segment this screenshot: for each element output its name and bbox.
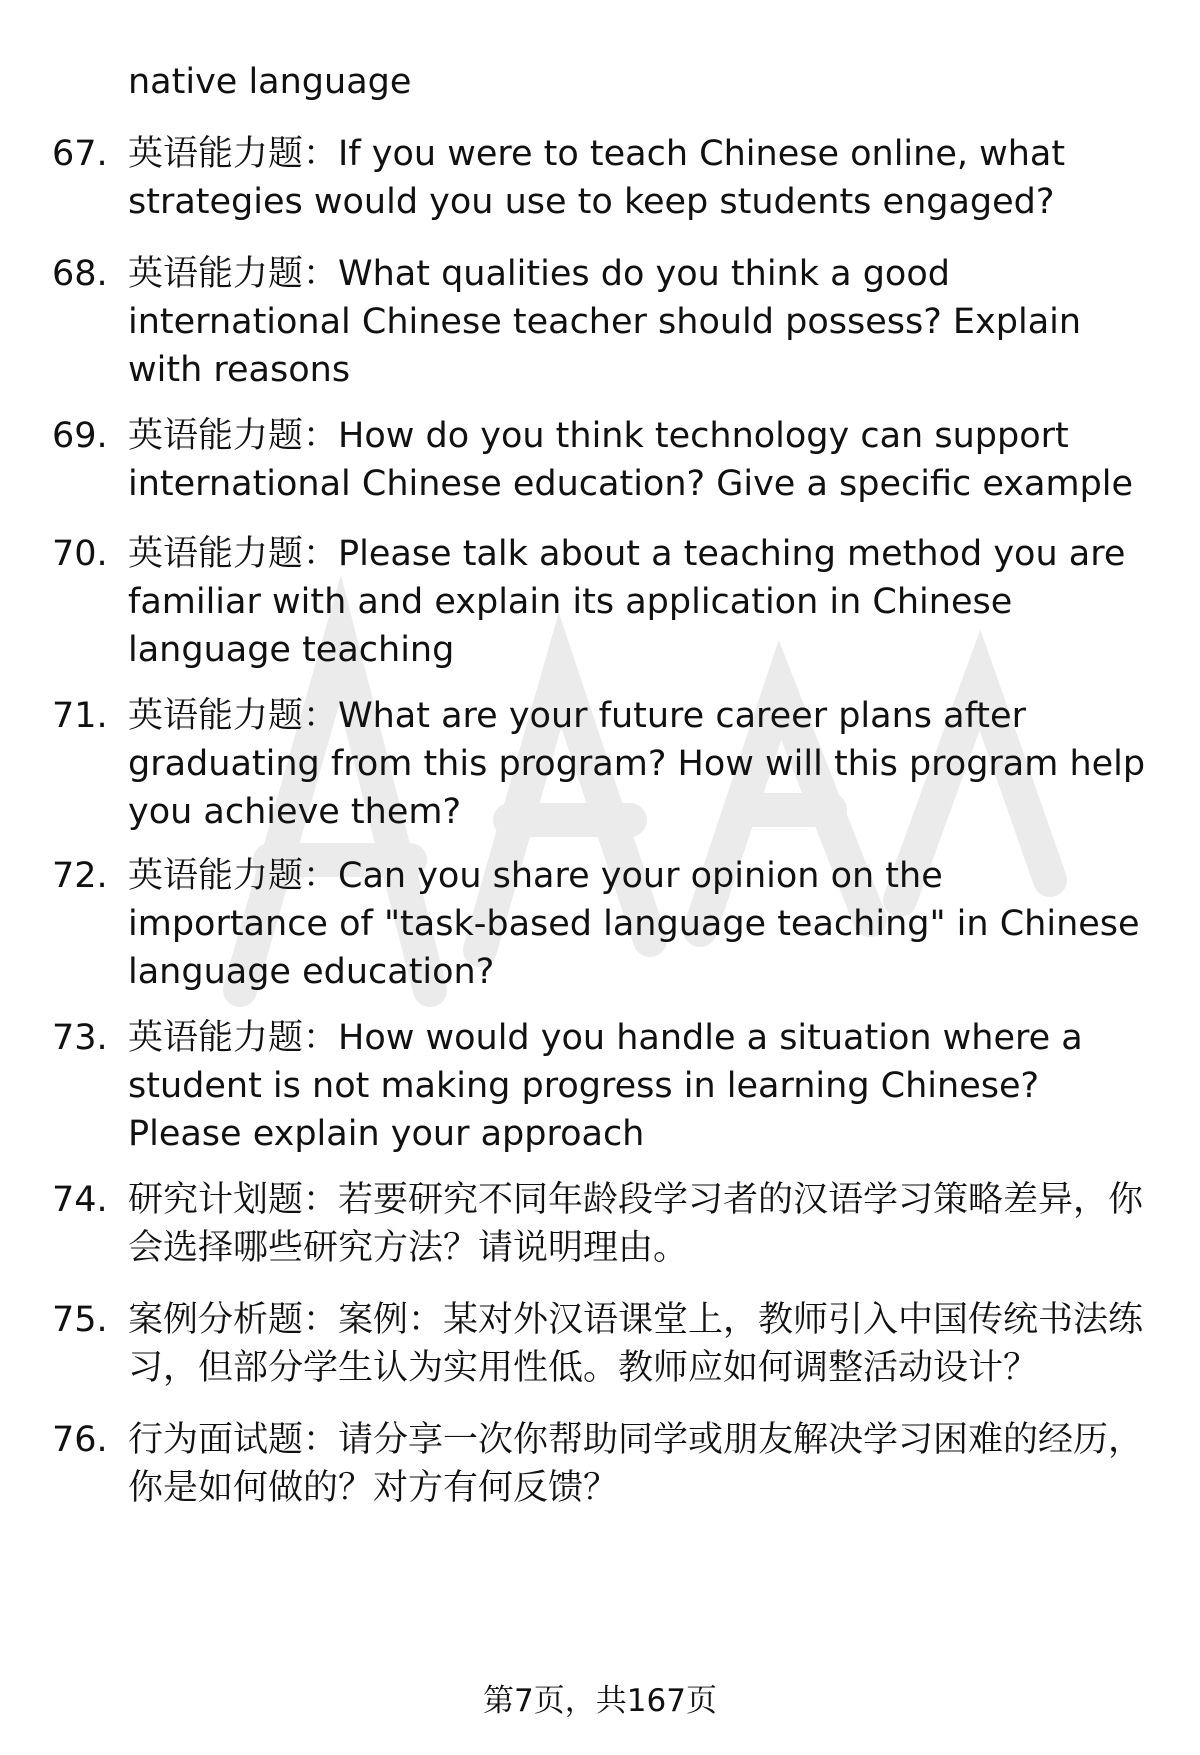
question-text: 英语能力题：How would you handle a situation where a student is not making progress in learning Chinese? Please explain your approach [128,1018,1083,1154]
question-text: 案例分析题：案例：某对外汉语课堂上，教师引入中国传统书法练习，但部分学生认为实用性低。教师应如何调整活动设计？ [128,1300,1144,1388]
continuation-line: native language [128,62,412,102]
question-text: 英语能力题：If you were to teach Chinese online, what strategies would you use to keep students engaged? [128,134,1066,222]
question-number: 74. [52,1180,108,1220]
page-footer: 第7页，共167页 [483,1683,717,1719]
question-text: 行为面试题：请分享一次你帮助同学或朋友解决学习困难的经历，你是如何做的？对方有何反馈？ [128,1420,1144,1508]
question-text: 英语能力题：What are your future career plans after graduating from this program? How will this program help you achieve them? [128,696,1146,832]
question-text: 英语能力题：Can you share your opinion on the importance of "task-based language teaching" in Chinese language education? [128,856,1140,992]
question-number: 76. [52,1420,108,1460]
question-number: 69. [52,416,108,456]
question-number: 70. [52,534,108,574]
question-number: 67. [52,134,108,174]
question-text: 英语能力题：What qualities do you think a good international Chinese teacher should possess? Explain with reasons [128,254,1082,390]
question-number: 73. [52,1018,108,1058]
question-number: 71. [52,696,108,736]
question-text: 研究计划题：若要研究不同年龄段学习者的汉语学习策略差异，你会选择哪些研究方法？请说明理由。 [128,1180,1144,1268]
question-text: 英语能力题：Please talk about a teaching method you are familiar with and explain its application in Chinese language teaching [128,534,1126,670]
question-text: 英语能力题：How do you think technology can support international Chinese education? Give a specific example [128,416,1134,504]
question-number: 72. [52,856,108,896]
question-number: 68. [52,254,108,294]
question-number: 75. [52,1300,108,1340]
